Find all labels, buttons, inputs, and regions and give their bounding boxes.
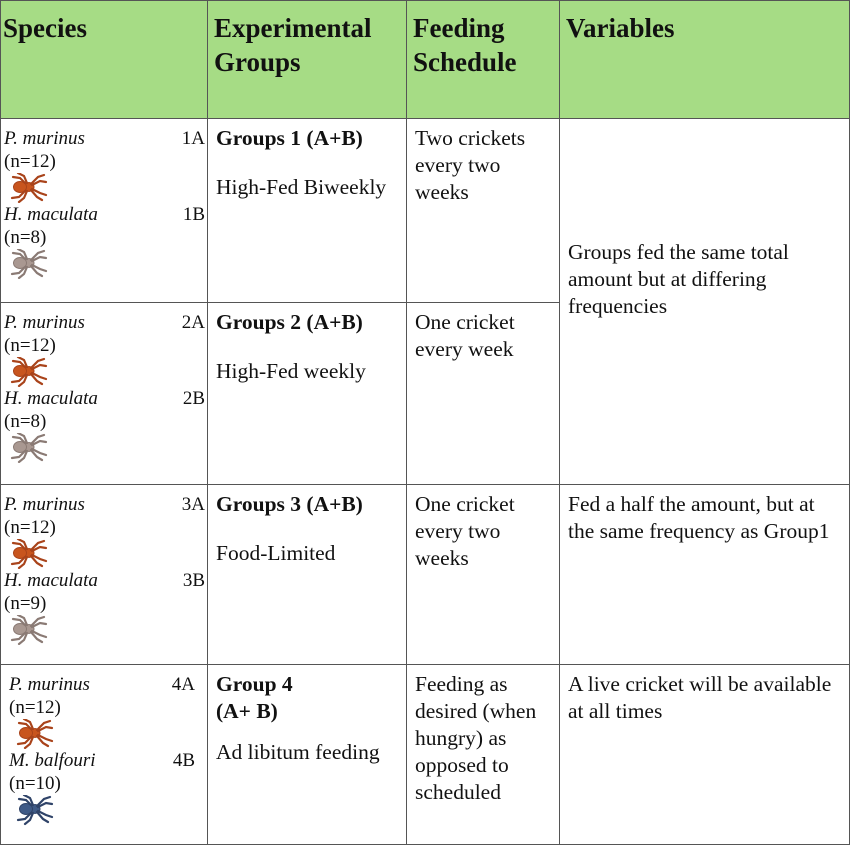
group-code: 3A (181, 494, 205, 515)
orange-tarantula-icon (7, 539, 49, 569)
variables-cell: A live cricket will be available at all times (560, 665, 850, 845)
header-row (1, 1, 850, 119)
group-description: High-Fed weekly (216, 359, 366, 383)
species-cell (1, 665, 208, 845)
species-entry (1, 387, 207, 433)
species-name: H. maculata (4, 204, 98, 225)
group-description: Ad libitum feeding (216, 740, 380, 764)
species-name: P. murinus (4, 312, 85, 333)
sample-size: (n=12) (4, 517, 56, 538)
species-entry (1, 493, 207, 539)
group-code: 1A (181, 128, 205, 149)
group-cell (208, 119, 407, 303)
schedule-cell: Feeding as desired (when hungry) as opposed to scheduled (407, 665, 560, 845)
group-code: 3B (182, 570, 205, 591)
group-title: Group 4 (A+ B) (216, 672, 293, 723)
table-row (1, 665, 850, 845)
species-entry (1, 203, 207, 249)
gray-tarantula-icon (7, 615, 49, 645)
group-code: 2A (181, 312, 205, 333)
species-name: M. balfouri (9, 750, 96, 771)
species-name: H. maculata (4, 570, 98, 591)
table-row (1, 119, 850, 303)
group-title: Groups 2 (A+B) (216, 310, 363, 334)
schedule-cell: One cricket every week (407, 303, 560, 485)
orange-tarantula-icon (7, 173, 49, 203)
sample-size: (n=12) (4, 335, 56, 356)
sample-size: (n=12) (4, 151, 56, 172)
sample-size: (n=8) (4, 411, 47, 432)
group-code: 4A (171, 674, 195, 695)
sample-size: (n=12) (9, 697, 61, 718)
group-code: 4B (172, 750, 195, 771)
group-code: 1B (182, 204, 205, 225)
group-title: Groups 1 (A+B) (216, 126, 363, 150)
sample-size: (n=8) (4, 227, 47, 248)
species-name: P. murinus (4, 128, 85, 149)
species-entry (1, 673, 207, 719)
group-code: 2B (182, 388, 205, 409)
header-experimental-groups: Experimental Groups (208, 1, 407, 119)
species-entry (1, 127, 207, 173)
group-cell (208, 665, 407, 845)
species-name: P. murinus (9, 674, 90, 695)
species-entry (1, 311, 207, 357)
schedule-cell: One cricket every two weeks (407, 485, 560, 665)
group-description: Food-Limited (216, 541, 336, 565)
species-entry (1, 749, 207, 795)
variables-cell: Fed a half the amount, but at the same frequency as Group1 (560, 485, 850, 665)
group-title: Groups 3 (A+B) (216, 492, 363, 516)
species-cell (1, 485, 208, 665)
group-description: High-Fed Biweekly (216, 175, 387, 199)
species-cell (1, 303, 208, 485)
header-feeding-schedule: Feeding Schedule (407, 1, 560, 119)
gray-tarantula-icon (7, 433, 49, 463)
blue-tarantula-icon (13, 795, 55, 829)
table-row (1, 485, 850, 665)
gray-tarantula-icon (7, 249, 49, 279)
orange-tarantula-icon (7, 357, 49, 387)
species-cell (1, 119, 208, 303)
sample-size: (n=9) (4, 593, 47, 614)
variables-cell: Groups fed the same total amount but at differing frequencies (560, 119, 850, 485)
species-name: H. maculata (4, 388, 98, 409)
schedule-cell: Two crickets every two weeks (407, 119, 560, 303)
sample-size: (n=10) (9, 773, 61, 794)
orange-tarantula-icon (13, 719, 55, 749)
header-species: Species (1, 1, 208, 119)
group-cell (208, 303, 407, 485)
header-variables: Variables (560, 1, 850, 119)
group-cell (208, 485, 407, 665)
species-entry (1, 569, 207, 615)
species-name: P. murinus (4, 494, 85, 515)
